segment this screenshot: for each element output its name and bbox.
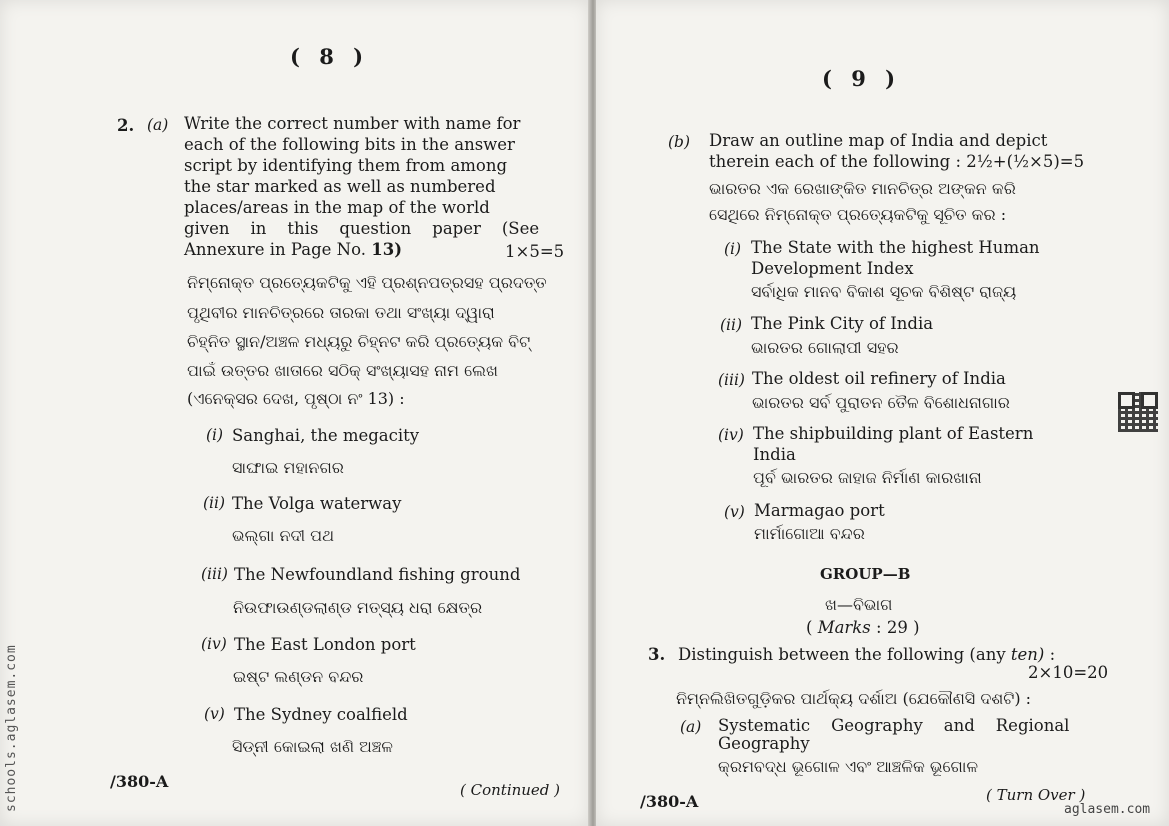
qb-odia-line-2: ସେଥିରେ ନିମ୍ନୋକ୍ତ ପ୍ରତ୍ୟେକଟିକୁ ସୂଚିତ କର : (709, 205, 1007, 224)
q3-a-line-2: Geography (718, 734, 810, 753)
qb-text-line-1: Draw an outline map of India and depict (709, 131, 1048, 150)
q2-marks: 1×5=5 (505, 242, 565, 261)
q2-annexure-text: Annexure in Page No. (184, 240, 367, 259)
q2-item-ii-odia: ଭଲ୍‌ଗା ନଦୀ ପଥ (232, 526, 335, 545)
group-b-marks (806, 617, 920, 638)
q2-odia-line-5: (ଏନେକ୍ସର ଦେଖ, ପୃଷ୍ଠା ନଂ 13) : (187, 389, 405, 408)
q2-item-i-label: (i) (206, 426, 224, 444)
right-page (596, 0, 1169, 826)
q2-item-i-text: Sanghai, the megacity (232, 426, 420, 445)
qb-item-iv-label: (iv) (718, 426, 744, 444)
q2-item-ii-label: (ii) (203, 494, 226, 512)
q2-item-iii-text: The Newfoundland fishing ground (234, 565, 521, 584)
q3-text-colon: : (1049, 645, 1056, 664)
q2-annexure-page: 13) (371, 240, 403, 259)
qb-item-ii-line-1: The Pink City of India (751, 314, 934, 333)
qb-item-iv-odia: ପୂର୍ବ ଭାରତର ଜାହାଜ ନିର୍ମାଣ କାରଖାନା (753, 468, 982, 487)
qb-item-iii-odia: ଭାରତର ସର୍ବ ପୁରାତନ ତୈଳ ବିଶୋଧନାଗାର (752, 393, 1010, 412)
vertical-watermark: schools.aglasem.com (4, 644, 19, 812)
q2-text-line-2: each of the following bits in the answer (184, 135, 515, 154)
q3-a-odia: କ୍ରମବଦ୍ଧ ଭୂଗୋଳ ଏବଂ ଆଞ୍ଚଳିକ ଭୂଗୋଳ (718, 757, 978, 776)
qb-item-iii-line-1: The oldest oil refinery of India (752, 369, 1006, 388)
qb-item-ii-odia: ଭାରତର ଗୋଲାପୀ ସହର (751, 338, 899, 357)
footer-continued: ( Continued ) (460, 781, 561, 799)
group-b-marks-value: : 29 ) (876, 618, 920, 637)
q2-item-iv-label: (iv) (201, 635, 227, 653)
group-b-title: GROUP—B (820, 565, 911, 583)
qb-item-i-line-1: The State with the highest Human (751, 238, 1040, 257)
q2-text-line-4: the star marked as well as numbered (184, 177, 496, 196)
page-number-right: ( 9 ) (822, 66, 902, 91)
qb-item-v-label: (v) (724, 503, 745, 521)
q2-item-i-odia: ସାଙ୍ଘାଇ ମହାନଗର (232, 458, 344, 477)
q2-item-v-label: (v) (204, 705, 225, 723)
qb-item-i-odia: ସର୍ବାଧିକ ମାନବ ବିକାଶ ସୂଚକ ବିଶିଷ୍ଟ ରାଜ୍ୟ (751, 282, 1017, 301)
q2-odia-line-4: ପାଇଁ ଉତ୍ତର ଖାତାରେ ସଠିକ୍ ସଂଖ୍ୟାସହ ନାମ ଲେଖ (187, 361, 498, 380)
q2-text-line-3: script by identifying them from among (184, 156, 508, 175)
q3-marks: 2×10=20 (1028, 663, 1109, 682)
footer-turn-over: ( Turn Over ) (986, 786, 1086, 804)
question-part-b-label: (b) (668, 133, 691, 151)
qb-item-iv-line-1: The shipbuilding plant of Eastern (753, 424, 1034, 443)
qb-item-ii-label: (ii) (720, 316, 743, 334)
q2-item-ii-text: The Volga waterway (232, 494, 402, 513)
question-2-part-a-label: (a) (147, 116, 169, 134)
q2-odia-line-2: ପୃଥିବୀର ମାନଚିତ୍ରରେ ତାରକା ତଥା ସଂଖ୍ୟା ଦ୍ୱାରା (187, 303, 495, 322)
q2-item-v-odia: ସିଡ୍‌ନୀ କୋଇଲା ଖଣି ଅଞ୍ଚଳ (232, 737, 393, 756)
q2-text-line-1: Write the correct number with name for (184, 114, 521, 133)
group-b-marks-open: ( (806, 618, 818, 637)
qb-item-v-odia: ମାର୍ମାଗୋଆ ବନ୍ଦର (754, 524, 865, 543)
qb-item-iv-line-2: India (753, 445, 796, 464)
q2-item-iv-odia: ଇଷ୍ଟ ଲଣ୍ଡନ ବନ୍ଦର (233, 667, 364, 686)
q2-odia-line-3: ଚିହ୍ନିତ ସ୍ଥାନ/ଅଞ୍ଚଳ ମଧ୍ୟରୁ ଚିହ୍ନଟ କରି ପ୍ରତ୍ୟେକ ବିଟ୍ (187, 332, 531, 351)
footer-code-left: /380-A (110, 772, 169, 791)
qr-code-icon (1118, 392, 1158, 432)
group-b-odia-title: ଖ—ବିଭାଗ (825, 595, 893, 614)
qb-item-iii-label: (iii) (718, 371, 745, 389)
footer-code-right: /380-A (640, 792, 699, 811)
question-2-number: 2. (117, 116, 135, 135)
q2-item-v-text: The Sydney coalfield (234, 705, 408, 724)
page-number-left: ( 8 ) (290, 44, 370, 69)
q3-part-a-label: (a) (680, 718, 702, 736)
q3-a-line-1: Systematic Geography and Regional (718, 716, 1070, 735)
bottom-right-watermark: aglasem.com (1064, 802, 1151, 817)
q3-odia: ନିମ୍ନଲିଖିତଗୁଡ଼ିକର ପାର୍ଥକ୍ୟ ଦର୍ଶାଅ (ଯେକୌଣସି ଦଶଟି) : (676, 689, 1032, 708)
q2-text-line-6: given in this question paper (See (184, 219, 540, 238)
q2-text-line-5: places/areas in the map of the world (184, 198, 490, 217)
qb-item-v-line-1: Marmagao port (754, 501, 885, 520)
q3-text-any: ten) (1010, 645, 1045, 664)
q2-text-line-7 (184, 239, 402, 260)
qb-odia-line-1: ଭାରତର ଏକ ରେଖାଙ୍କିତ ମାନଚିତ୍ର ଅଙ୍କନ କରି (709, 179, 1016, 198)
q2-item-iii-odia: ନିଉଫାଉଣ୍ଡଲାଣ୍ଡ ମତ୍ସ୍ୟ ଧରା କ୍ଷେତ୍ର (233, 598, 483, 617)
question-3-number: 3. (648, 645, 666, 664)
q3-text (678, 644, 1055, 665)
qb-text-line-2: therein each of the following : 2½+(½×5)=5 (709, 152, 1085, 171)
q3-text-main: Distinguish between the following (any (678, 645, 1006, 664)
q2-item-iv-text: The East London port (234, 635, 416, 654)
q2-item-iii-label: (iii) (201, 565, 228, 583)
qb-item-i-line-2: Development Index (751, 259, 914, 278)
qb-item-i-label: (i) (724, 240, 742, 258)
q2-odia-line-1: ନିମ୍ନୋକ୍ତ ପ୍ରତ୍ୟେକଟିକୁ ଏହି ପ୍ରଶ୍ନପତ୍ରସହ ପ୍ରଦତ୍ତ (187, 273, 547, 292)
group-b-marks-label: Marks (817, 618, 871, 637)
